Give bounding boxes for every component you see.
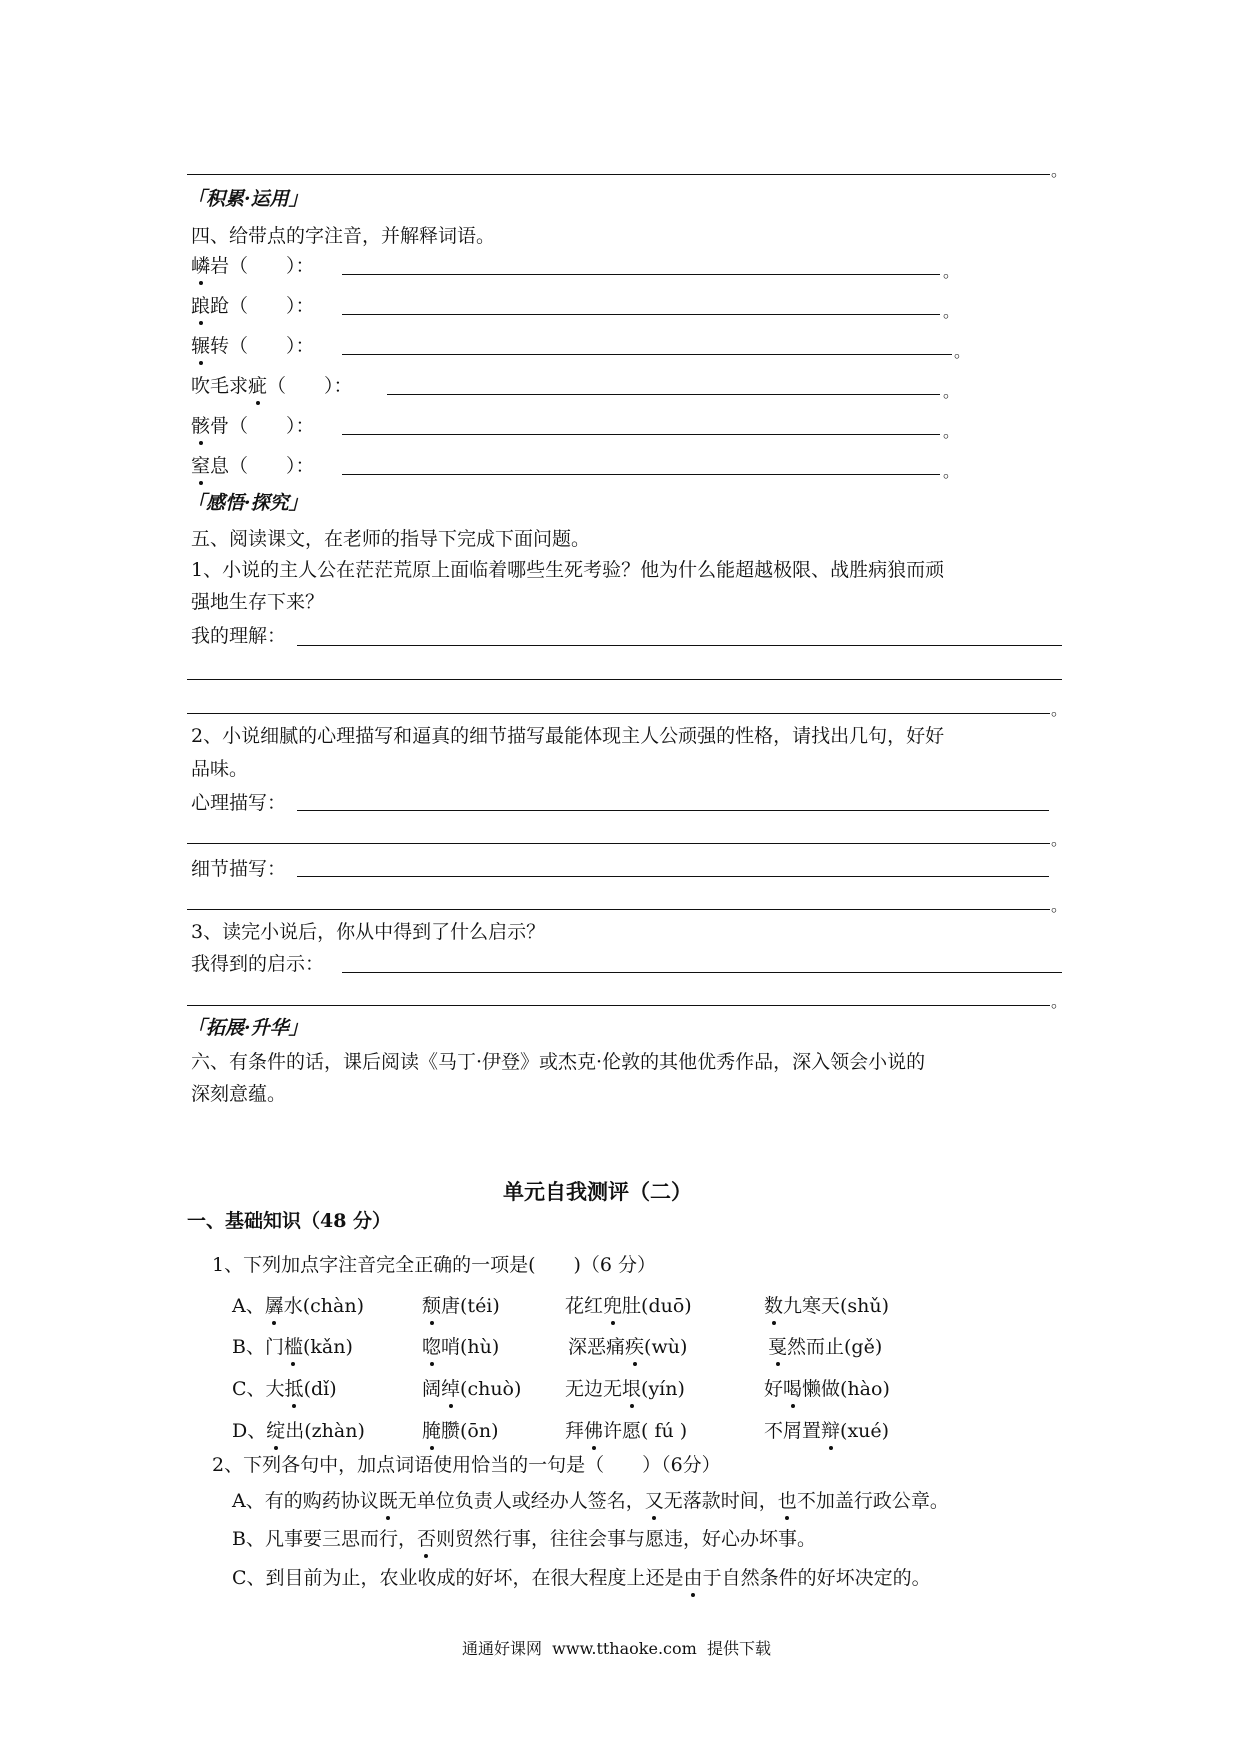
mq2-option-b[interactable]: B、凡事要三思而行，否则贸然行事，往往会事与愿违，好心办坏事。 (232, 1528, 816, 1550)
mq2-option-a[interactable]: A、有的购药协议既无单位负责人或经办人签名，又无落款时间，也不加盖行政公章。 (232, 1490, 949, 1512)
mq1-dotted-char: 绽 (266, 1420, 286, 1442)
mq1-dotted-char: 垠 (622, 1378, 642, 1400)
q6-line1: 六、有条件的话，课后阅读《马丁·伊登》或杰克·伦敦的其他优秀作品，深入领会小说的 (191, 1051, 926, 1073)
period-q5-2a: 。 (1051, 830, 1068, 849)
mq1-stem: 1、下列加点字注音完全正确的一项是( )（6 分） (212, 1254, 657, 1276)
period-q4-4: 。 (943, 382, 960, 401)
answer-line-q4-1[interactable] (342, 274, 940, 275)
mq1-option-a-2[interactable]: 颓唐(téi) (422, 1295, 500, 1317)
q4-item-paren: （ ）： (229, 335, 315, 357)
q5-2-line1: 2、小说细腻的心理描写和逼真的细节描写最能体现主人公顽强的性格，请找出几句，好好 (191, 725, 945, 747)
mq2-dotted-char: 由 (683, 1567, 703, 1589)
answer-line-q5-2c[interactable] (297, 876, 1049, 877)
q5-1-line1: 1、小说的主人公在茫茫荒原上面临着哪些生死考验？他为什么能超越极限、战胜病狼而顽 (191, 559, 945, 581)
period-q5-1: 。 (1051, 700, 1068, 719)
mq1-dotted-char: 疾 (625, 1336, 645, 1358)
q5-2-line2: 品味。 (191, 758, 249, 780)
page-footer: 通通好课网 www.tthaoke.com 提供下载 (462, 1639, 771, 1658)
mq1-option-b-4[interactable]: 戛然而止(gě) (768, 1336, 883, 1358)
mq2-dotted-char: 既 (378, 1490, 398, 1512)
period-q5-2b: 。 (1051, 896, 1068, 915)
mq1-dotted-char: 绰 (441, 1378, 461, 1400)
q5-1-label: 我的理解： (191, 625, 287, 647)
mq1-dotted-char: 腌 (422, 1420, 442, 1442)
q4-item-4 (191, 377, 353, 396)
q4-item-paren: （ ）： (229, 415, 315, 437)
mq1-dotted-char: 唿 (422, 1336, 442, 1358)
q6-line2: 深刻意蕴。 (191, 1083, 287, 1105)
mq1-dotted-char: 佛 (584, 1420, 604, 1442)
period-q4-1: 。 (943, 262, 960, 281)
q4-item-paren: （ ）： (229, 295, 315, 317)
answer-line-q4-6[interactable] (342, 474, 940, 475)
q4-item-6 (191, 457, 315, 476)
mq2-stem: 2、下列各句中，加点词语使用恰当的一句是（ ）（6分） (212, 1454, 721, 1476)
mq2-dotted-char: 又 (644, 1490, 664, 1512)
period-top: 。 (1051, 161, 1068, 180)
q4-item-3 (191, 337, 315, 356)
answer-line-q5-2a[interactable] (297, 810, 1049, 811)
q4-heading: 四、给带点的字注音，并解释词语。 (191, 225, 496, 247)
answer-line-q5-1b[interactable] (187, 679, 1062, 680)
answer-line-q5-3a[interactable] (342, 972, 1062, 973)
answer-line-q4-5[interactable] (342, 434, 940, 435)
mq1-dotted-char: 颓 (422, 1295, 442, 1317)
q4-item-2 (191, 297, 315, 316)
q4-item-pre: 吹毛求 (191, 375, 249, 397)
q4-item-paren: （ ）： (229, 455, 315, 477)
q4-item-post: 转 (210, 335, 230, 357)
mq1-option-a-1[interactable]: A、羼水(chàn) (232, 1295, 365, 1317)
q4-item-post: 息 (210, 455, 230, 477)
period-q4-6: 。 (943, 462, 960, 481)
q4-item-paren: （ ）： (229, 255, 315, 277)
section-ganwu-tanjiu: 「感悟·探究」 (187, 492, 308, 514)
part1-heading: 一、基础知识（48 分） (187, 1210, 392, 1232)
q4-dotted-char: 窒 (191, 455, 211, 477)
mq1-dotted-char: 羼 (264, 1295, 284, 1317)
mq1-option-d-1[interactable]: D、绽出(zhàn) (232, 1420, 365, 1442)
mq1-option-b-3[interactable]: 深恶痛疾(wù) (568, 1336, 688, 1358)
mq2-option-c[interactable]: C、到目前为止，农业收成的好坏，在很大程度上还是由于自然条件的好坏决定的。 (232, 1567, 931, 1589)
q4-dotted-char: 嶙 (191, 255, 211, 277)
period-q4-2: 。 (943, 302, 960, 321)
mq1-option-a-4[interactable]: 数九寒天(shǔ) (764, 1295, 890, 1317)
q4-item-5 (191, 417, 315, 436)
mq1-dotted-char: 兜 (603, 1295, 623, 1317)
q4-item-post: 骨 (210, 415, 230, 437)
q5-2-label-detail: 细节描写： (191, 858, 287, 880)
answer-line-top[interactable] (187, 174, 1050, 175)
q4-item-post: 岩 (210, 255, 230, 277)
q5-3-line: 3、读完小说后，你从中得到了什么启示？ (191, 921, 546, 943)
answer-line-q5-2b[interactable] (187, 843, 1050, 844)
q5-2-label-psych: 心理描写： (191, 792, 287, 814)
period-q4-3: 。 (954, 342, 971, 361)
q4-item-1 (191, 257, 315, 276)
unit-title: 单元自我测评（二） (503, 1179, 692, 1204)
mq1-option-b-1[interactable]: B、门槛(kǎn) (232, 1336, 353, 1358)
period-q4-5: 。 (943, 422, 960, 441)
mq1-option-c-2[interactable]: 阔绰(chuò) (422, 1378, 522, 1400)
answer-line-q4-3[interactable] (342, 354, 952, 355)
q4-dotted-char: 疵 (248, 375, 268, 397)
period-q5-3: 。 (1051, 992, 1068, 1011)
q4-dotted-char: 辗 (191, 335, 211, 357)
answer-line-q5-3b[interactable] (187, 1005, 1050, 1006)
mq1-dotted-char: 槛 (283, 1336, 303, 1358)
mq1-dotted-char: 戛 (768, 1336, 788, 1358)
mq2-dotted-char: 也 (777, 1490, 797, 1512)
mq1-dotted-char: 数 (764, 1295, 784, 1317)
mq2-dotted-char: 否 (416, 1528, 436, 1550)
section-tuozhan-shenghua: 「拓展·升华」 (187, 1017, 308, 1039)
q5-heading: 五、阅读课文，在老师的指导下完成下面问题。 (191, 528, 591, 550)
q5-3-label: 我得到的启示： (191, 953, 325, 975)
mq1-dotted-char: 喝 (783, 1378, 803, 1400)
mq1-option-c-4[interactable]: 好喝懒做(hào) (764, 1378, 890, 1400)
answer-line-q5-1c[interactable] (187, 713, 1050, 714)
mq1-option-c-1[interactable]: C、大抵(dǐ) (232, 1378, 337, 1400)
q4-dotted-char: 骸 (191, 415, 211, 437)
q4-dotted-char: 踉 (191, 295, 211, 317)
q5-1-line2: 强地生存下来？ (191, 591, 325, 613)
mq1-option-b-2[interactable]: 唿哨(hù) (422, 1336, 500, 1358)
q4-item-paren: （ ）： (267, 375, 353, 397)
section-jilei-yunyong: 「积累·运用」 (187, 188, 308, 210)
answer-line-q5-1a[interactable] (297, 645, 1062, 646)
q4-item-post: 跄 (210, 295, 230, 317)
answer-line-q4-4[interactable] (387, 394, 940, 395)
mq1-option-a-3[interactable]: 花红兜肚(duō) (565, 1295, 692, 1317)
mq1-option-d-4[interactable]: 不屑置辩(xué) (764, 1420, 890, 1442)
answer-line-q5-2d[interactable] (187, 909, 1050, 910)
mq1-option-d-2[interactable]: 腌臜(ōn) (422, 1420, 499, 1442)
mq1-option-c-3[interactable]: 无边无垠(yín) (565, 1378, 685, 1400)
mq1-dotted-char: 辩 (821, 1420, 841, 1442)
mq1-dotted-char: 抵 (284, 1378, 304, 1400)
mq1-option-d-3[interactable]: 拜佛许愿( fú ) (565, 1420, 688, 1442)
answer-line-q4-2[interactable] (342, 314, 940, 315)
